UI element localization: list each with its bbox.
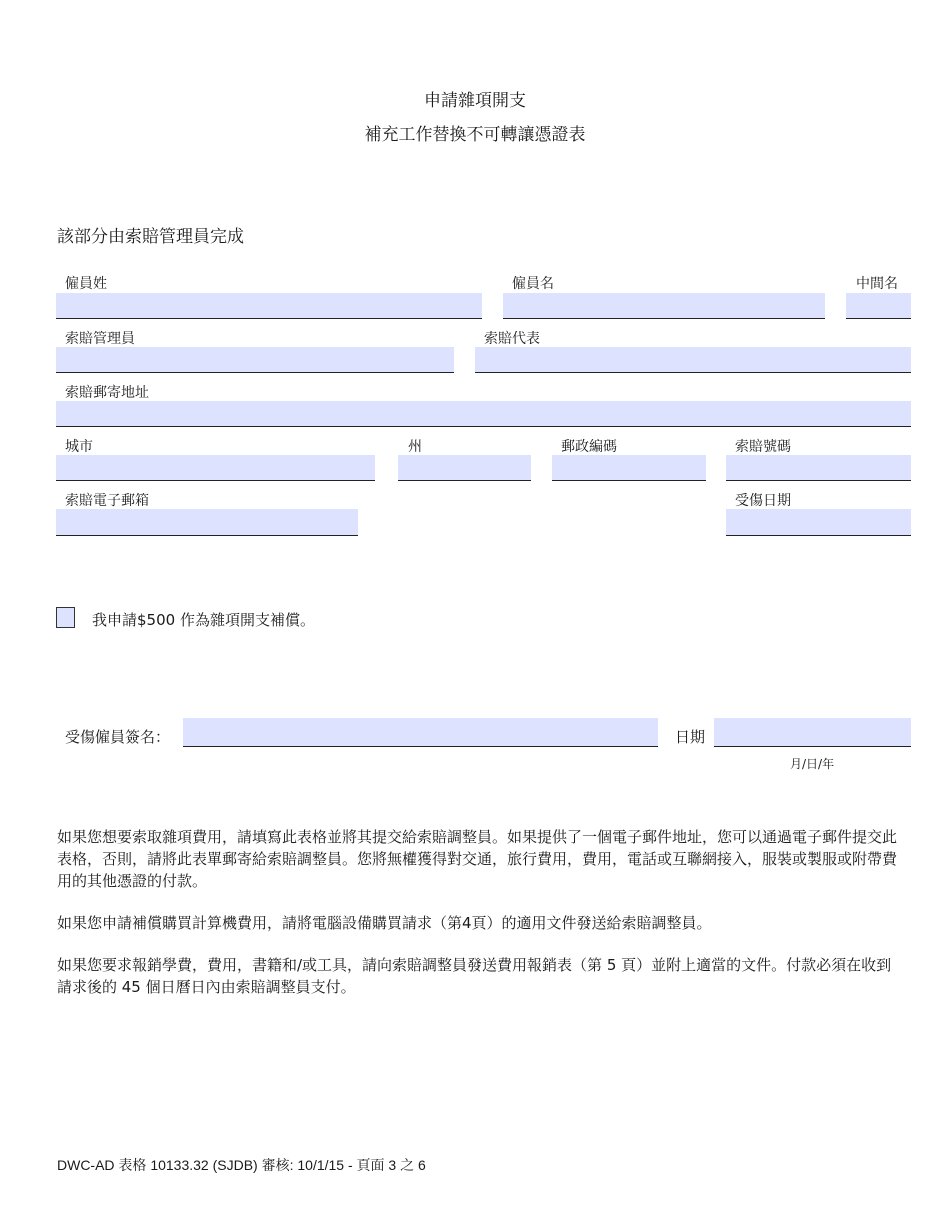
instruction-paragraph-3: 如果您要求報銷學費，費用，書籍和/或工具，請向索賠調整員發送費用報銷表（第 5 頁）並附上適當的文件。付款必須在收到請求後的 45 個日曆日內由索賠調整員支付。 [57, 956, 892, 996]
signature-label: 受傷僱員簽名： [65, 728, 171, 746]
signature-date-field[interactable] [714, 718, 911, 747]
date-of-injury-label: 受傷日期 [735, 493, 791, 509]
claims-representative-label: 索賠代表 [484, 331, 540, 347]
claim-number-label: 索賠號碼 [735, 439, 791, 455]
zip-code-field[interactable] [552, 455, 706, 481]
employee-last-name-label: 僱員姓 [65, 276, 107, 292]
request-500-checkbox[interactable] [56, 607, 75, 628]
middle-name-field[interactable] [846, 293, 911, 319]
city-label: 城市 [65, 439, 93, 455]
employee-last-name-field[interactable] [56, 293, 482, 319]
claims-email-field[interactable] [56, 509, 358, 536]
signature-field[interactable] [183, 718, 658, 747]
city-field[interactable] [56, 455, 375, 481]
request-500-label: 我申請$500 作為雜項開支補償。 [92, 611, 315, 629]
claims-mailing-address-label: 索賠郵寄地址 [65, 385, 149, 401]
employee-first-name-field[interactable] [503, 293, 825, 319]
claims-mailing-address-field[interactable] [56, 401, 911, 427]
instruction-paragraph-2: 如果您申請補償購買計算機費用，請將電腦設備購買請求（第4頁）的適用文件發送給索賠調整員。 [57, 914, 712, 932]
claims-administrator-field[interactable] [56, 347, 454, 373]
section-heading: 該部分由索賠管理員完成 [57, 227, 244, 247]
state-field[interactable] [398, 455, 531, 481]
claims-administrator-label: 索賠管理員 [65, 331, 135, 347]
instruction-paragraph-1: 如果您想要索取雜項費用，請填寫此表格並將其提交給索賠調整員。如果提供了一個電子郵件地址，您可以通過電子郵件提交此表格，否則，請將此表單郵寄給索賠調整員。您將無權獲得對交通，旅行費用，費用，電話或互聯網接入，服裝或製服或附帶費用的其他憑證的付款。 [57, 828, 898, 890]
claims-representative-field[interactable] [475, 347, 911, 373]
employee-first-name-label: 僱員名 [512, 276, 554, 292]
form-subtitle: 補充工作替換不可轉讓憑證表 [364, 125, 586, 145]
claims-email-label: 索賠電子郵箱 [65, 493, 149, 509]
form-footer: DWC-AD 表格 10133.32 (SJDB) 審核: 10/1/15 - 頁面 3 之 6 [57, 1157, 426, 1173]
middle-name-label: 中間名 [856, 276, 898, 292]
date-format-hint: 月/日/年 [790, 757, 835, 771]
state-label: 州 [408, 439, 422, 455]
signature-date-label: 日期 [675, 728, 706, 746]
form-title: 申請雜項開支 [424, 91, 526, 111]
zip-code-label: 郵政編碼 [561, 439, 617, 455]
date-of-injury-field[interactable] [726, 509, 911, 536]
claim-number-field[interactable] [726, 455, 911, 481]
